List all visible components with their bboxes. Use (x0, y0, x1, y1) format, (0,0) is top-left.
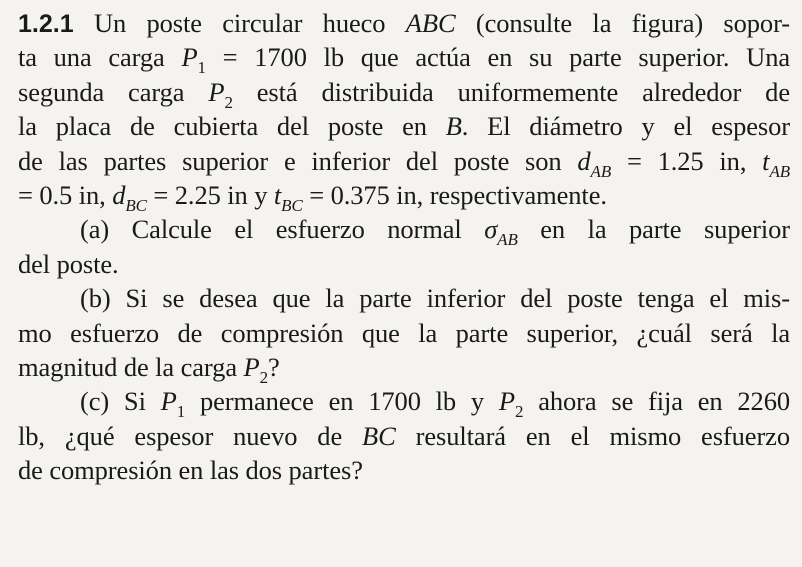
text-segment: = 1700 lb que actúa en su parte superior. Una (205, 42, 791, 73)
math-subscript: 2 (514, 402, 524, 422)
math-symbol: P (181, 42, 198, 73)
text-segment: Un poste circular hueco (73, 8, 406, 38)
text-segment: de compresión en las dos partes? (18, 455, 363, 486)
text-segment: del poste. (18, 248, 119, 279)
text-line (18, 144, 791, 181)
math-subscript: BC (281, 195, 303, 215)
part-c (18, 384, 790, 487)
text-segment: = 0.375 in, respectivamente. (302, 179, 607, 210)
math-symbol: d (577, 145, 591, 176)
math-symbol: t (762, 145, 770, 176)
text-segment: (a) Calcule el esfuerzo normal (80, 214, 485, 245)
math-symbol: P (498, 386, 515, 417)
text-segment: está distribuida uniformemente alrededor de (232, 76, 790, 107)
text-segment: lb, ¿qué espesor nuevo de (18, 420, 363, 451)
text-line (18, 212, 790, 250)
problem-number: 1.2.1 (18, 10, 74, 38)
text-line (18, 281, 790, 315)
math-symbol: P (160, 386, 177, 417)
math-subscript: 1 (176, 402, 186, 422)
text-line (18, 109, 790, 143)
text-segment: permanece en 1700 lb y (185, 386, 499, 417)
text-segment: . El diámetro y el espesor (461, 111, 790, 142)
text-segment: resultará en el mismo esfuerzo (395, 420, 790, 451)
text-segment: ta una carga (18, 42, 182, 73)
text-segment: = 1.25 in, (611, 145, 763, 176)
text-segment: ahora se fija en 2260 (523, 386, 790, 417)
text-segment: segunda carga (18, 76, 209, 107)
math-symbol: t (273, 179, 282, 210)
math-symbol: P (243, 351, 260, 382)
text-segment: = 2.25 in y (146, 179, 274, 210)
text-line (18, 40, 791, 78)
text-segment: en la parte superior (517, 214, 790, 245)
math-symbol: BC (362, 420, 396, 451)
text-segment: de las partes superior e inferior del poste son (18, 145, 578, 176)
problem-intro (18, 6, 791, 215)
math-symbol: P (208, 76, 225, 107)
math-symbol: σ (484, 214, 498, 245)
text-segment: mo esfuerzo de compresión que la parte superior, ¿cuál será la (18, 317, 790, 348)
math-subscript: 2 (259, 367, 269, 387)
part-a (18, 212, 790, 281)
text-line (18, 178, 790, 215)
math-subscript: BC (125, 195, 147, 215)
math-symbol: ABC (405, 8, 456, 38)
problem-text (18, 6, 790, 487)
math-subscript: 2 (224, 92, 233, 112)
text-segment: la placa de cubierta del poste en (18, 111, 446, 142)
text-segment: ? (268, 351, 280, 382)
text-line (18, 75, 790, 112)
text-segment: = 0.5 in, (18, 179, 113, 210)
text-line (18, 247, 790, 281)
text-line (18, 6, 790, 40)
text-line (18, 316, 790, 350)
math-subscript: 1 (197, 58, 206, 78)
math-subscript: AB (497, 230, 518, 250)
math-subscript: AB (769, 161, 791, 181)
math-symbol: d (112, 179, 126, 210)
math-symbol: B (445, 111, 462, 142)
text-line (18, 350, 790, 387)
text-line (18, 453, 790, 487)
text-segment: (c) Si (80, 386, 161, 417)
text-segment: magnitud de la carga (18, 351, 244, 382)
text-line (18, 384, 790, 422)
part-b (18, 281, 790, 387)
text-line (18, 419, 790, 453)
text-segment: (b) Si se desea que la parte inferior del poste tenga el mis- (80, 283, 790, 314)
math-subscript: AB (590, 161, 612, 181)
text-segment: (consulte la figura) sopor- (455, 8, 790, 38)
